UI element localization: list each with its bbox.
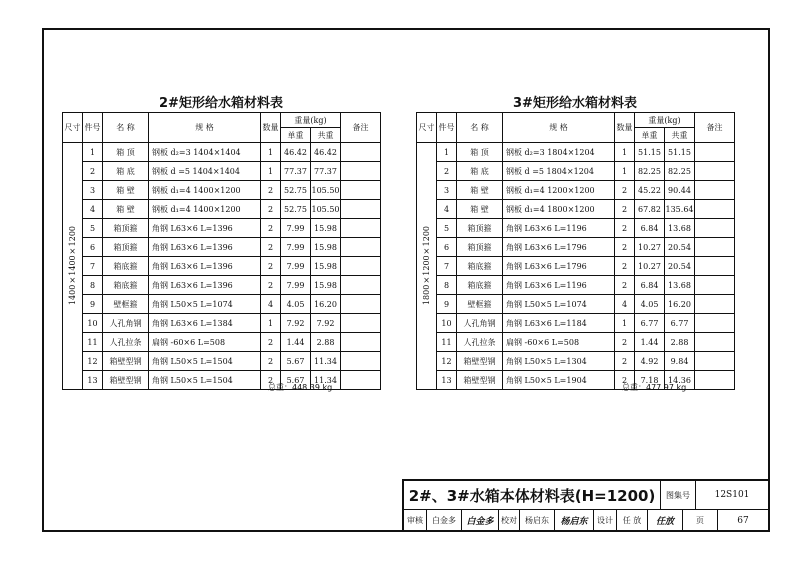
unit-weight-cell: 67.82 bbox=[635, 200, 665, 219]
spec-cell: 钢板 d₁=4 1400×1200 bbox=[149, 200, 261, 219]
item-name-cell: 箱底箍 bbox=[457, 257, 503, 276]
item-name-cell: 人孔拉条 bbox=[103, 333, 149, 352]
item-number-cell: 13 bbox=[437, 371, 457, 390]
col-no: 件号 bbox=[437, 113, 457, 143]
remark-cell bbox=[695, 162, 735, 181]
unit-weight-cell: 5.67 bbox=[281, 352, 311, 371]
col-remark: 备注 bbox=[695, 113, 735, 143]
col-size: 尺寸 bbox=[63, 113, 83, 143]
table-row bbox=[63, 162, 381, 181]
unit-weight-cell: 7.92 bbox=[281, 314, 311, 333]
checker-name: 杨启东 bbox=[520, 510, 555, 531]
table-row bbox=[63, 276, 381, 295]
table-row bbox=[417, 295, 735, 314]
remark-cell bbox=[695, 276, 735, 295]
quantity-cell: 2 bbox=[615, 333, 635, 352]
table-row bbox=[63, 352, 381, 371]
spec-cell: 角钢 L63×6 L=1396 bbox=[149, 276, 261, 295]
item-name-cell: 箱 壁 bbox=[457, 200, 503, 219]
table-row bbox=[63, 143, 381, 162]
total-weight-cell: 105.50 bbox=[311, 200, 341, 219]
table2-title: 2#矩形给水箱材料表 bbox=[159, 96, 283, 111]
table-row bbox=[417, 162, 735, 181]
spec-cell: 角钢 L63×6 L=1396 bbox=[149, 238, 261, 257]
total-weight-cell: 20.54 bbox=[665, 257, 695, 276]
spec-cell: 扁钢 -60×6 L=508 bbox=[149, 333, 261, 352]
total-weight-cell: 82.25 bbox=[665, 162, 695, 181]
spec-cell: 钢板 d₂=3 1404×1404 bbox=[149, 143, 261, 162]
total-weight-cell: 51.15 bbox=[665, 143, 695, 162]
table-row bbox=[417, 257, 735, 276]
item-number-cell: 11 bbox=[83, 333, 103, 352]
remark-cell bbox=[341, 333, 381, 352]
table-row bbox=[63, 257, 381, 276]
table2-body bbox=[63, 143, 381, 390]
item-number-cell: 13 bbox=[83, 371, 103, 390]
total-weight-cell: 20.54 bbox=[665, 238, 695, 257]
designer-name: 任 放 bbox=[617, 510, 648, 531]
unit-weight-cell: 7.18 bbox=[635, 371, 665, 390]
col-unit-weight: 单重 bbox=[635, 128, 665, 143]
table2 bbox=[62, 112, 381, 390]
spec-cell: 钢板 d =5 1804×1204 bbox=[503, 162, 615, 181]
item-number-cell: 5 bbox=[437, 219, 457, 238]
table3-total-weight: 总重：477.97 kg bbox=[622, 383, 687, 392]
remark-cell bbox=[695, 352, 735, 371]
total-weight-cell: 15.98 bbox=[311, 257, 341, 276]
col-total-weight: 共重 bbox=[311, 128, 341, 143]
table2-grid bbox=[62, 112, 381, 390]
table-row bbox=[417, 371, 735, 390]
reviewer-signature: 白金多 bbox=[462, 510, 499, 531]
item-name-cell: 箱 顶 bbox=[103, 143, 149, 162]
item-number-cell: 12 bbox=[83, 352, 103, 371]
remark-cell bbox=[695, 257, 735, 276]
unit-weight-cell: 52.75 bbox=[281, 181, 311, 200]
remark-cell bbox=[695, 219, 735, 238]
table3-grid bbox=[416, 112, 735, 390]
spec-cell: 角钢 L63×6 L=1396 bbox=[149, 219, 261, 238]
spec-cell: 钢板 d =5 1404×1404 bbox=[149, 162, 261, 181]
item-name-cell: 箱 壁 bbox=[103, 200, 149, 219]
quantity-cell: 1 bbox=[261, 162, 281, 181]
spec-cell: 钢板 d₁=4 1800×1200 bbox=[503, 200, 615, 219]
total-weight-cell: 90.44 bbox=[665, 181, 695, 200]
table-row bbox=[417, 333, 735, 352]
table3 bbox=[416, 112, 735, 390]
item-name-cell: 箱底箍 bbox=[457, 276, 503, 295]
item-number-cell: 10 bbox=[437, 314, 457, 333]
item-name-cell: 箱顶箍 bbox=[457, 219, 503, 238]
table-row bbox=[417, 200, 735, 219]
item-number-cell: 1 bbox=[83, 143, 103, 162]
unit-weight-cell: 6.77 bbox=[635, 314, 665, 333]
table-row bbox=[417, 352, 735, 371]
col-weight: 重量(kg) bbox=[635, 113, 695, 128]
remark-cell bbox=[341, 257, 381, 276]
remark-cell bbox=[341, 219, 381, 238]
remark-cell bbox=[341, 238, 381, 257]
total-weight-cell: 6.77 bbox=[665, 314, 695, 333]
col-spec: 规 格 bbox=[503, 113, 615, 143]
col-qty: 数量 bbox=[261, 113, 281, 143]
spec-cell: 角钢 L50×5 L=1074 bbox=[503, 295, 615, 314]
col-no: 件号 bbox=[83, 113, 103, 143]
quantity-cell: 2 bbox=[261, 257, 281, 276]
table-row bbox=[417, 219, 735, 238]
unit-weight-cell: 6.84 bbox=[635, 276, 665, 295]
table-row bbox=[63, 295, 381, 314]
unit-weight-cell: 46.42 bbox=[281, 143, 311, 162]
total-weight-cell: 9.84 bbox=[665, 352, 695, 371]
table-row bbox=[63, 181, 381, 200]
quantity-cell: 2 bbox=[261, 352, 281, 371]
total-weight-cell: 15.98 bbox=[311, 238, 341, 257]
spec-cell: 角钢 L50×5 L=1304 bbox=[503, 352, 615, 371]
item-number-cell: 7 bbox=[437, 257, 457, 276]
unit-weight-cell: 5.67 bbox=[281, 371, 311, 390]
page-label: 页 bbox=[683, 510, 718, 531]
spec-cell: 钢板 d₂=3 1804×1204 bbox=[503, 143, 615, 162]
spec-cell: 角钢 L63×6 L=1796 bbox=[503, 257, 615, 276]
item-name-cell: 箱 壁 bbox=[457, 181, 503, 200]
unit-weight-cell: 1.44 bbox=[281, 333, 311, 352]
item-name-cell: 箱底箍 bbox=[103, 257, 149, 276]
total-weight-cell: 2.88 bbox=[311, 333, 341, 352]
unit-weight-cell: 7.99 bbox=[281, 257, 311, 276]
unit-weight-cell: 4.05 bbox=[281, 295, 311, 314]
item-name-cell: 人孔角钢 bbox=[103, 314, 149, 333]
item-number-cell: 9 bbox=[437, 295, 457, 314]
item-number-cell: 4 bbox=[437, 200, 457, 219]
size-label: 1800×1200×1200 bbox=[422, 226, 431, 306]
remark-cell bbox=[695, 333, 735, 352]
unit-weight-cell: 7.99 bbox=[281, 219, 311, 238]
col-name: 名 称 bbox=[103, 113, 149, 143]
item-name-cell: 箱 底 bbox=[457, 162, 503, 181]
checker-signature: 杨启东 bbox=[555, 510, 594, 531]
quantity-cell: 4 bbox=[615, 295, 635, 314]
size-cell bbox=[417, 143, 437, 390]
col-size: 尺寸 bbox=[417, 113, 437, 143]
table2-total-weight: 总重：448.39 kg bbox=[268, 383, 333, 392]
designer-signature: 任放 bbox=[648, 510, 683, 531]
spec-cell: 角钢 L63×6 L=1184 bbox=[503, 314, 615, 333]
remark-cell bbox=[341, 371, 381, 390]
quantity-cell: 2 bbox=[615, 219, 635, 238]
unit-weight-cell: 82.25 bbox=[635, 162, 665, 181]
col-remark: 备注 bbox=[341, 113, 381, 143]
spec-cell: 角钢 L63×6 L=1796 bbox=[503, 238, 615, 257]
quantity-cell: 1 bbox=[261, 143, 281, 162]
total-weight-cell: 77.37 bbox=[311, 162, 341, 181]
spec-cell: 角钢 L50×5 L=1904 bbox=[503, 371, 615, 390]
quantity-cell: 2 bbox=[261, 276, 281, 295]
quantity-cell: 2 bbox=[261, 181, 281, 200]
quantity-cell: 2 bbox=[615, 276, 635, 295]
col-unit-weight: 单重 bbox=[281, 128, 311, 143]
item-number-cell: 10 bbox=[83, 314, 103, 333]
spec-cell: 角钢 L50×5 L=1504 bbox=[149, 352, 261, 371]
total-weight-cell: 135.64 bbox=[665, 200, 695, 219]
item-name-cell: 箱壁型钢 bbox=[103, 352, 149, 371]
item-number-cell: 8 bbox=[437, 276, 457, 295]
remark-cell bbox=[695, 200, 735, 219]
col-total-weight: 共重 bbox=[665, 128, 695, 143]
spec-cell: 钢板 d₁=4 1200×1200 bbox=[503, 181, 615, 200]
table3-title: 3#矩形给水箱材料表 bbox=[513, 96, 637, 111]
total-weight-cell: 2.88 bbox=[665, 333, 695, 352]
item-number-cell: 5 bbox=[83, 219, 103, 238]
unit-weight-cell: 45.22 bbox=[635, 181, 665, 200]
quantity-cell: 2 bbox=[615, 371, 635, 390]
total-weight-cell: 15.98 bbox=[311, 276, 341, 295]
quantity-cell: 1 bbox=[261, 314, 281, 333]
total-weight-cell: 16.20 bbox=[665, 295, 695, 314]
title-block bbox=[402, 479, 768, 531]
total-weight-cell: 11.34 bbox=[311, 352, 341, 371]
unit-weight-cell: 6.84 bbox=[635, 219, 665, 238]
unit-weight-cell: 52.75 bbox=[281, 200, 311, 219]
total-weight-cell: 15.98 bbox=[311, 219, 341, 238]
total-weight-cell: 11.34 bbox=[311, 371, 341, 390]
table-row bbox=[417, 181, 735, 200]
item-number-cell: 2 bbox=[437, 162, 457, 181]
table-row bbox=[63, 219, 381, 238]
remark-cell bbox=[341, 181, 381, 200]
item-name-cell: 人孔拉条 bbox=[457, 333, 503, 352]
total-weight-cell: 13.68 bbox=[665, 219, 695, 238]
item-number-cell: 12 bbox=[437, 352, 457, 371]
drawing-title: 2#、3#水箱本体材料表(H=1200) bbox=[404, 481, 661, 509]
table-row bbox=[63, 333, 381, 352]
total-weight-cell: 13.68 bbox=[665, 276, 695, 295]
reviewer-name: 白金多 bbox=[427, 510, 462, 531]
unit-weight-cell: 77.37 bbox=[281, 162, 311, 181]
spec-cell: 钢板 d₁=4 1400×1200 bbox=[149, 181, 261, 200]
item-name-cell: 箱 顶 bbox=[457, 143, 503, 162]
quantity-cell: 2 bbox=[261, 200, 281, 219]
item-name-cell: 壁框箍 bbox=[457, 295, 503, 314]
remark-cell bbox=[695, 295, 735, 314]
total-weight-cell: 46.42 bbox=[311, 143, 341, 162]
col-qty: 数量 bbox=[615, 113, 635, 143]
item-name-cell: 箱壁型钢 bbox=[457, 371, 503, 390]
col-name: 名 称 bbox=[457, 113, 503, 143]
size-cell bbox=[63, 143, 83, 390]
unit-weight-cell: 7.99 bbox=[281, 238, 311, 257]
remark-cell bbox=[341, 162, 381, 181]
col-weight: 重量(kg) bbox=[281, 113, 341, 128]
spec-cell: 角钢 L63×6 L=1196 bbox=[503, 219, 615, 238]
item-number-cell: 11 bbox=[437, 333, 457, 352]
review-label: 审核 bbox=[404, 510, 427, 531]
item-name-cell: 壁框箍 bbox=[103, 295, 149, 314]
spec-cell: 角钢 L50×5 L=1504 bbox=[149, 371, 261, 390]
check-label: 校对 bbox=[499, 510, 520, 531]
item-number-cell: 2 bbox=[83, 162, 103, 181]
item-number-cell: 3 bbox=[437, 181, 457, 200]
quantity-cell: 2 bbox=[615, 238, 635, 257]
item-number-cell: 1 bbox=[437, 143, 457, 162]
remark-cell bbox=[341, 200, 381, 219]
item-name-cell: 箱壁型钢 bbox=[457, 352, 503, 371]
total-weight-cell: 16.20 bbox=[311, 295, 341, 314]
item-number-cell: 9 bbox=[83, 295, 103, 314]
table-row bbox=[417, 314, 735, 333]
atlas-number: 12S101 bbox=[714, 490, 750, 500]
item-name-cell: 箱顶箍 bbox=[103, 219, 149, 238]
table-row bbox=[63, 371, 381, 390]
total-weight-cell: 14.36 bbox=[665, 371, 695, 390]
spec-cell: 角钢 L50×5 L=1074 bbox=[149, 295, 261, 314]
quantity-cell: 2 bbox=[261, 219, 281, 238]
item-number-cell: 3 bbox=[83, 181, 103, 200]
quantity-cell: 2 bbox=[615, 181, 635, 200]
table-row bbox=[417, 143, 735, 162]
quantity-cell: 2 bbox=[615, 200, 635, 219]
quantity-cell: 1 bbox=[615, 143, 635, 162]
remark-cell bbox=[341, 276, 381, 295]
col-spec: 规 格 bbox=[149, 113, 261, 143]
table3-body bbox=[417, 143, 735, 390]
item-number-cell: 6 bbox=[437, 238, 457, 257]
item-number-cell: 7 bbox=[83, 257, 103, 276]
atlas-label: 图集号 bbox=[661, 481, 696, 509]
remark-cell bbox=[695, 143, 735, 162]
item-name-cell: 人孔角钢 bbox=[457, 314, 503, 333]
quantity-cell: 2 bbox=[615, 352, 635, 371]
unit-weight-cell: 4.92 bbox=[635, 352, 665, 371]
unit-weight-cell: 1.44 bbox=[635, 333, 665, 352]
unit-weight-cell: 10.27 bbox=[635, 238, 665, 257]
table-row bbox=[63, 314, 381, 333]
page-number: 67 bbox=[737, 515, 749, 526]
spec-cell: 角钢 L63×6 L=1384 bbox=[149, 314, 261, 333]
quantity-cell: 2 bbox=[615, 257, 635, 276]
table-row bbox=[63, 200, 381, 219]
remark-cell bbox=[341, 352, 381, 371]
design-label: 设计 bbox=[594, 510, 617, 531]
item-name-cell: 箱顶箍 bbox=[457, 238, 503, 257]
total-weight-cell: 7.92 bbox=[311, 314, 341, 333]
quantity-cell: 2 bbox=[261, 238, 281, 257]
item-number-cell: 8 bbox=[83, 276, 103, 295]
quantity-cell: 4 bbox=[261, 295, 281, 314]
total-weight-cell: 105.50 bbox=[311, 181, 341, 200]
item-number-cell: 4 bbox=[83, 200, 103, 219]
item-name-cell: 箱顶箍 bbox=[103, 238, 149, 257]
remark-cell bbox=[695, 238, 735, 257]
quantity-cell: 1 bbox=[615, 314, 635, 333]
item-name-cell: 箱壁型钢 bbox=[103, 371, 149, 390]
spec-cell: 角钢 L63×6 L=1196 bbox=[503, 276, 615, 295]
remark-cell bbox=[695, 314, 735, 333]
unit-weight-cell: 4.05 bbox=[635, 295, 665, 314]
table-row bbox=[417, 238, 735, 257]
unit-weight-cell: 10.27 bbox=[635, 257, 665, 276]
table-row bbox=[63, 238, 381, 257]
spec-cell: 角钢 L63×6 L=1396 bbox=[149, 257, 261, 276]
item-name-cell: 箱底箍 bbox=[103, 276, 149, 295]
item-name-cell: 箱 底 bbox=[103, 162, 149, 181]
remark-cell bbox=[341, 314, 381, 333]
quantity-cell: 2 bbox=[261, 371, 281, 390]
size-label: 1400×1400×1200 bbox=[68, 226, 77, 306]
remark-cell bbox=[341, 143, 381, 162]
quantity-cell: 2 bbox=[261, 333, 281, 352]
remark-cell bbox=[341, 295, 381, 314]
remark-cell bbox=[695, 181, 735, 200]
spec-cell: 扁钢 -60×6 L=508 bbox=[503, 333, 615, 352]
remark-cell bbox=[695, 371, 735, 390]
table-row bbox=[417, 276, 735, 295]
unit-weight-cell: 7.99 bbox=[281, 276, 311, 295]
item-name-cell: 箱 壁 bbox=[103, 181, 149, 200]
unit-weight-cell: 51.15 bbox=[635, 143, 665, 162]
quantity-cell: 1 bbox=[615, 162, 635, 181]
item-number-cell: 6 bbox=[83, 238, 103, 257]
